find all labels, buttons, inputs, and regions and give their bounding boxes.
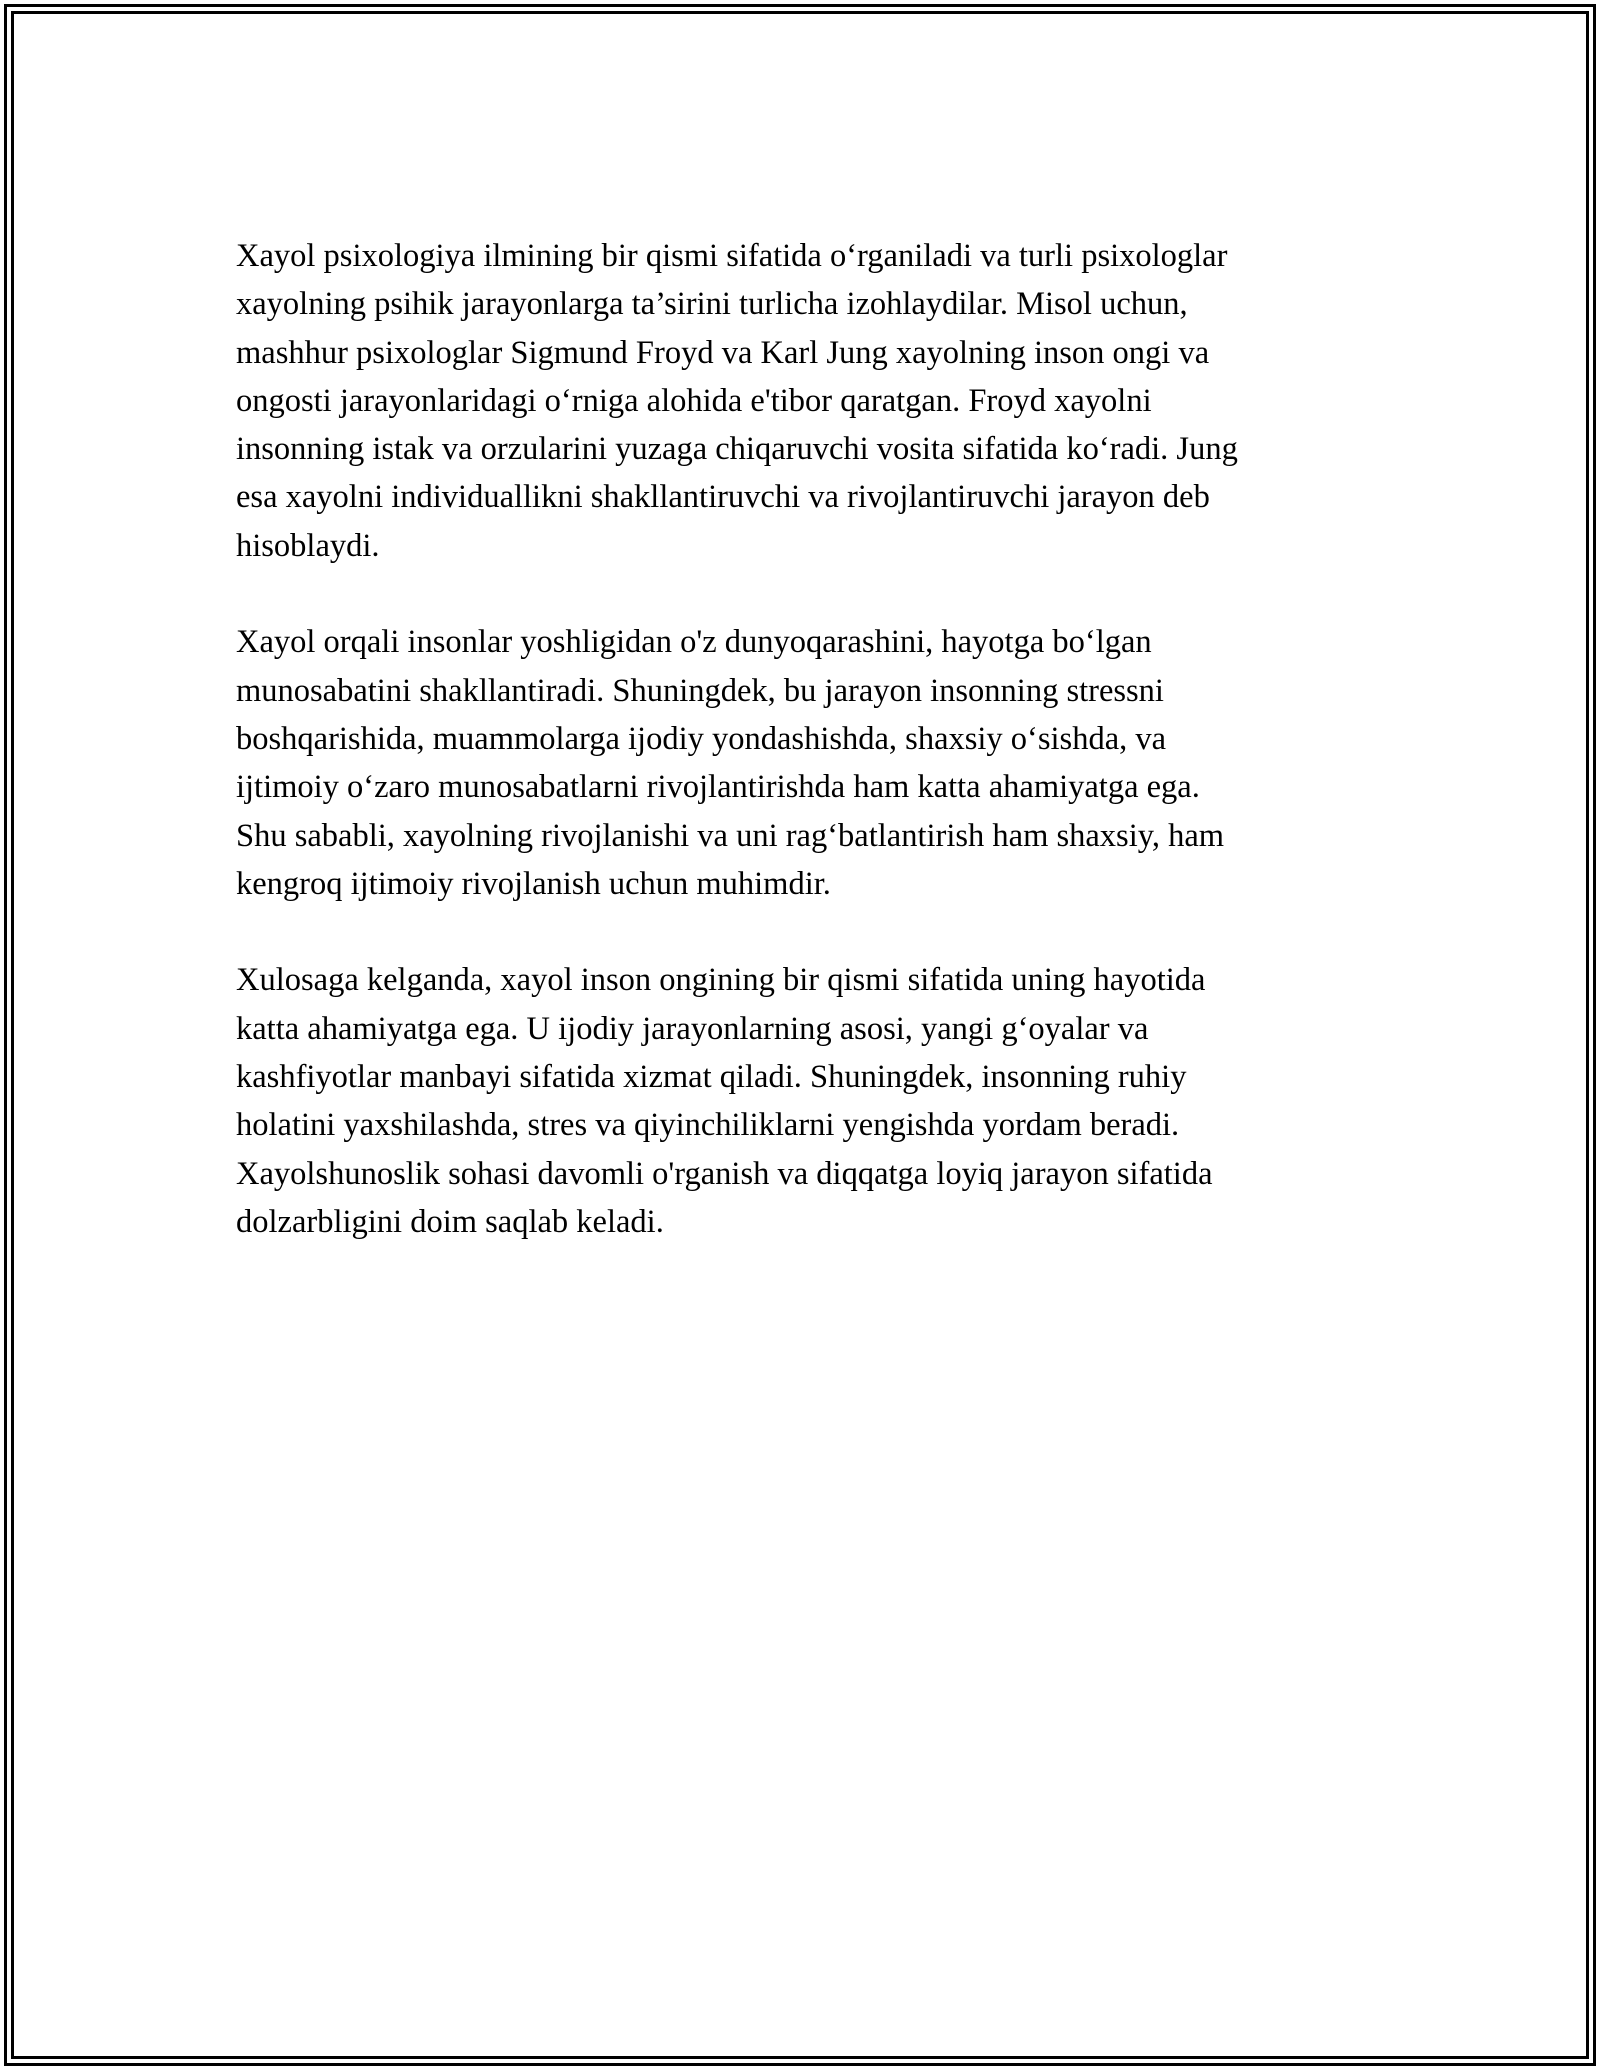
text-line: dolzarbligini doim saqlab keladi.: [236, 1203, 664, 1240]
paragraph-2: [236, 618, 1396, 908]
text-line: xayolning psihik jarayonlarga ta’sirini turlicha izohlaydilar. Misol uchun,: [236, 286, 1188, 323]
document-body: [236, 232, 1396, 1295]
text-line: katta ahamiyatga ega. U ijodiy jarayonlarning asosi, yangi g‘oyalar va: [236, 1010, 1149, 1047]
paragraph-1: [236, 232, 1396, 570]
text-line: Xayol psixologiya ilmining bir qismi sifatida o‘rganiladi va turli psixologlar: [236, 238, 1228, 274]
text-line: ijtimoiy o‘zaro munosabatlarni rivojlantirishda ham katta ahamiyatga ega.: [236, 769, 1200, 806]
text-line: holatini yaxshilashda, stres va qiyinchiliklarni yengishda yordam beradi.: [236, 1107, 1180, 1144]
text-line: mashhur psixologlar Sigmund Froyd va Karl Jung xayolning inson ongi va: [236, 334, 1210, 371]
text-line: Shu sababli, xayolning rivojlanishi va uni rag‘batlantirish ham shaxsiy, ham: [236, 817, 1225, 854]
text-line: kashfiyotlar manbayi sifatida xizmat qiladi. Shuningdek, insonning ruhiy: [236, 1059, 1187, 1096]
text-line: boshqarishida, muammolarga ijodiy yondashishda, shaxsiy o‘sishda, va: [236, 720, 1167, 757]
text-line: kengroq ijtimoiy rivojlanish uchun muhimdir.: [236, 865, 831, 902]
text-line: Xayol orqali insonlar yoshligidan o'z dunyoqarashini, hayotga bo‘lgan: [236, 624, 1152, 661]
text-line: esa xayolni individuallikni shakllantiruvchi va rivojlantiruvchi jarayon deb: [236, 479, 1210, 516]
text-line: insonning istak va orzularini yuzaga chiqaruvchi vosita sifatida ko‘radi. Jung: [236, 431, 1238, 468]
text-line: munosabatini shakllantiradi. Shuningdek, bu jarayon insonning stressni: [236, 672, 1164, 709]
paragraph-3: [236, 956, 1396, 1246]
text-line: hisoblaydi.: [236, 527, 380, 564]
text-line: ongosti jarayonlaridagi o‘rniga alohida e'tibor qaratgan. Froyd xayolni: [236, 382, 1152, 419]
text-line: Xayolshunoslik sohasi davomli o'rganish va diqqatga loyiq jarayon sifatida: [236, 1155, 1213, 1192]
text-line: Xulosaga kelganda, xayol inson ongining bir qismi sifatida uning hayotida: [236, 962, 1206, 999]
